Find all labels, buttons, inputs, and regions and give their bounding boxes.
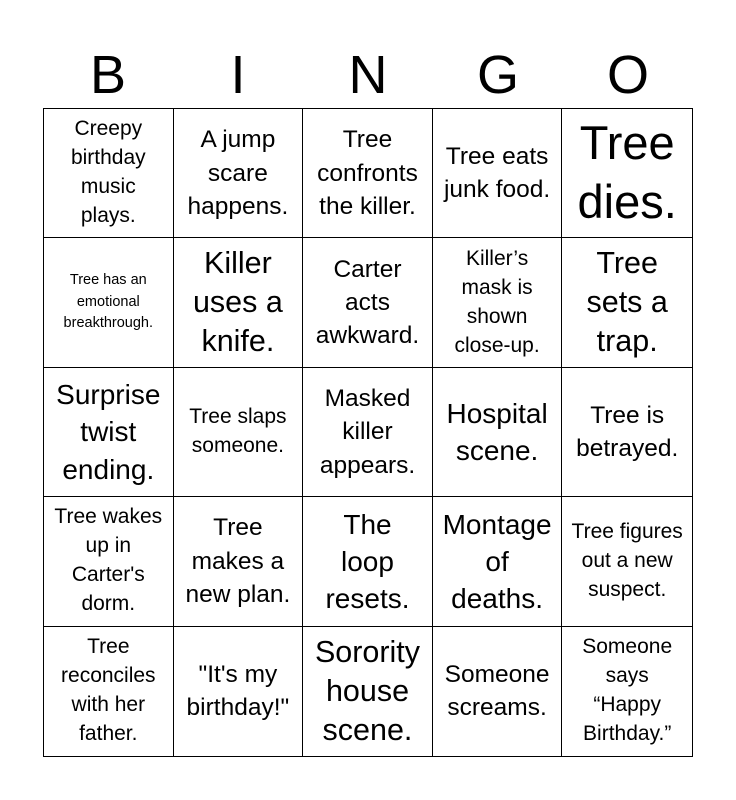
cell-label: Sorority house scene. bbox=[314, 634, 421, 747]
bingo-cell[interactable] bbox=[303, 497, 433, 626]
cell-label: Montage of deaths. bbox=[442, 508, 552, 614]
bingo-cell[interactable] bbox=[433, 368, 563, 497]
cell-label: Tree is betrayed. bbox=[576, 401, 679, 462]
cell-label: Tree eats junk food. bbox=[443, 142, 551, 204]
header-letter-b: B bbox=[89, 45, 127, 105]
cell-label: Tree wakes up in Carter's dorm. bbox=[54, 505, 163, 616]
cell-label: The loop resets. bbox=[325, 508, 410, 614]
bingo-cell[interactable] bbox=[303, 109, 433, 238]
bingo-cell[interactable] bbox=[433, 238, 563, 367]
bingo-cell[interactable] bbox=[303, 368, 433, 497]
header-letter-o: O bbox=[606, 45, 649, 105]
cell-label: Carter acts awkward. bbox=[315, 255, 420, 350]
cell-label: Tree makes a new plan. bbox=[185, 514, 291, 609]
cell-label: "It's my birthday!" bbox=[186, 660, 290, 722]
bingo-cell[interactable] bbox=[174, 627, 304, 756]
bingo-cell[interactable] bbox=[174, 238, 304, 367]
cell-label: Creepy birthday music plays. bbox=[70, 117, 146, 228]
cell-label: Tree dies. bbox=[577, 116, 677, 229]
bingo-cell[interactable] bbox=[433, 109, 563, 238]
bingo-cell[interactable] bbox=[433, 627, 563, 756]
bingo-cell[interactable] bbox=[303, 238, 433, 367]
bingo-cell[interactable] bbox=[44, 497, 174, 626]
bingo-cell[interactable] bbox=[562, 627, 692, 756]
bingo-cell[interactable] bbox=[562, 109, 692, 238]
bingo-cell[interactable] bbox=[44, 109, 174, 238]
bingo-header bbox=[43, 42, 693, 108]
bingo-cell[interactable] bbox=[174, 497, 304, 626]
bingo-board bbox=[43, 108, 693, 757]
bingo-cell[interactable] bbox=[174, 368, 304, 497]
cell-label: A jump scare happens. bbox=[187, 126, 289, 220]
header-letter-g: G bbox=[476, 45, 519, 105]
cell-label: Tree confronts the killer. bbox=[317, 126, 418, 220]
cell-label: Tree figures out a new suspect. bbox=[571, 519, 683, 601]
bingo-cell[interactable] bbox=[303, 627, 433, 756]
cell-label: Tree reconciles with her father. bbox=[61, 635, 156, 746]
cell-label: Tree slaps someone. bbox=[189, 405, 287, 457]
bingo-cell[interactable] bbox=[562, 238, 692, 367]
bingo-cell[interactable] bbox=[44, 368, 174, 497]
bingo-cell[interactable] bbox=[562, 497, 692, 626]
cell-label: Someone screams. bbox=[444, 660, 550, 722]
cell-label: Killer’s mask is shown close-up. bbox=[454, 246, 540, 357]
bingo-cell[interactable] bbox=[562, 368, 692, 497]
header-letter-n: N bbox=[348, 45, 388, 105]
bingo-cell[interactable] bbox=[174, 109, 304, 238]
bingo-cell[interactable] bbox=[433, 497, 563, 626]
bingo-cell[interactable] bbox=[44, 627, 174, 756]
cell-label: Masked killer appears. bbox=[319, 385, 416, 479]
bingo-cell[interactable] bbox=[44, 238, 174, 367]
cell-label: Tree sets a trap. bbox=[586, 246, 668, 359]
cell-label: Killer uses a knife. bbox=[192, 246, 283, 359]
cell-label: Someone says “Happy Birthday.” bbox=[582, 635, 673, 746]
cell-label: Tree has an emotional breakthrough. bbox=[63, 271, 154, 332]
header-letter-i: I bbox=[230, 45, 246, 105]
cell-label: Hospital scene. bbox=[446, 397, 548, 466]
cell-label: Surprise twist ending. bbox=[56, 379, 161, 485]
